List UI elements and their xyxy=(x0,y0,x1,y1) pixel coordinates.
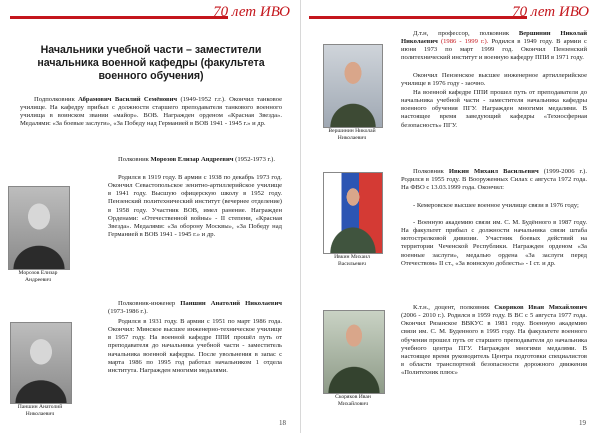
page-number-right: 19 xyxy=(579,419,586,427)
abramovich-paragraph: Подполковник Абрамович Василий Семёнович (1949-1952 г.г.). Окончил танковое училище. На кафедру прибыл с должности старшего преподавателя танкового военного училища в воинском звании «майор». ВОВ. Награжден орденом «Красная Звезда». Медалями: «За боевые заслуги», «За Победу над Германией в ВОВ 1941 - 1945 г.» и др. xyxy=(20,96,283,128)
morozov-photo xyxy=(8,186,70,270)
panshin-caption: Паншин Анатолий Николаевич xyxy=(17,404,63,417)
panshin-heading: Полковник-инженер Паншин Анатолий Николаевич (1973-1986 г.). xyxy=(108,300,282,316)
vershinin-paragraph-2: Окончил Пензенское высшее инженерное артиллерийское училище в 1976 году - заочно. xyxy=(401,72,587,88)
morozov-caption: Морозов Елизар Андреевич xyxy=(18,270,58,283)
morozov-name: Морозов Елизар Андреевич xyxy=(150,156,234,163)
ivkin-paragraph: Полковник Ивкин Михаил Васильевич (1999-2006 г.). Родился в 1955 году. В Вооруженных Силах с августа 1972 года. На ФВО с 13.03.1999 года. Окончил: xyxy=(401,168,587,192)
right-page-header xyxy=(309,4,589,26)
panshin-body: Родился в 1931 году. В армии с 1951 по март 1986 года. Окончил: Минское высшее инженерно-техническое училище в 1957 году. На военной кафедре ППИ прошёл путь от преподавателя до начальника учебной части - заместитель начальника военной кафедры. После увольнения в запас с марта 1986 по 1995 год работал начальником 1 отдела института. Награжден многими медалями. xyxy=(108,318,282,374)
vershinin-photo xyxy=(323,44,383,128)
vershinin-paragraph-3: На военной кафедре ППИ прошел путь от преподавателя до начальника учебной части - заместителя начальника кафедры военного обучения ПГУ. Награжден многими медалями. В настоящее время заведующий кафедры «Техносферная безопасность» ПГУ. xyxy=(401,89,587,129)
morozov-body: Родился в 1919 году. В армии с 1938 по декабрь 1973 год. Окончил Севастопольское зенитно-артиллерийское училище в 1941 году. Высшую офицерскую школу в 1952 году. Пензенский политехнический институт (вечернее отделение) в 1958 году. Участник ВОВ, имел ранение. Награжден Орденами: «Отечественной войны» - II степени, «Красная Звезда». Медалями: «За оборону Москвы», «За Победу над Германией в ВОВ 1941 - 1945 г.» и др. xyxy=(108,174,282,239)
ivkin-name: Ивкин Михаил Васильевич xyxy=(448,168,539,175)
header-rule xyxy=(309,16,527,19)
ivkin-photo xyxy=(323,172,383,254)
page-number-left: 18 xyxy=(279,419,286,427)
left-page-header xyxy=(10,4,290,26)
right-page xyxy=(300,0,600,433)
header-title: 70 лет ИВО xyxy=(213,4,290,20)
panshin-name: Паншин Анатолий Николаевич xyxy=(180,300,282,307)
vershinin-name: Вершинин Николай Николаевич xyxy=(401,30,587,46)
header-title: 70 лет ИВО xyxy=(512,4,589,20)
abramovich-name: Абрамович Василий Семёнович xyxy=(78,96,178,103)
vershinin-caption: Вершинин Николай Николаевич xyxy=(328,128,376,141)
header-rule xyxy=(10,16,228,19)
section-title: Начальники учебной части – заместители начальника военной кафедры (факультета военного обучения) xyxy=(37,44,265,82)
skoryakov-caption: Скоряков Иван Михайлович xyxy=(335,394,371,407)
ivkin-paragraph-3: - Военную академию связи им. С. М. Будённого в 1987 году. На факультет прибыл с должности начальника связи штаба мотострелковой дивизии. Участник боевых действий на территории Чеченской Республики. Награжден орденом «За военные заслуги», медалью ордена «За заслуги перед Отечеством» II ст., «За воинскую доблесть» - I ст. и др. xyxy=(401,219,587,267)
skoryakov-photo xyxy=(323,310,385,394)
morozov-heading: Полковник Морозов Елизар Андреевич (1952-1973 г.). xyxy=(118,156,275,163)
panshin-photo xyxy=(10,322,72,404)
skoryakov-name: Скоряков Иван Михайлович xyxy=(494,304,588,311)
vershinin-paragraph: Д.т.н, профессор, полковник Вершинин Николай Николаевич (1986 - 1999 г.). Родился в 1949 году. В армии с июня 1973 по март 1999 год. Окончил Пензенский политехнический институт и военную кафедру ППИ в 1971 году. xyxy=(401,30,587,62)
skoryakov-paragraph: К.т.н., доцент, полковник Скоряков Иван Михайлович (2006 - 2010 г.). Родился в 1959 году. В ВС с 5 августа 1977 года. Окончил Рязанское ВВКУС в 1981 году. Военную академию связи им. С. М. Буденного в 1995 году. На факультете военного обучения прошел путь от старшего преподавателя до начальника учебного центра ПГУ. Награжден многими медалями. В настоящее время руководитель Центра подготовки специалистов в области транспортной безопасности дорожного движения «Политехник плюс» xyxy=(401,304,588,377)
ivkin-caption: Ивкин Михаил Васильевич xyxy=(334,254,370,267)
ivkin-paragraph-2: - Кемеровское высшее военное училище связи в 1976 году; xyxy=(413,202,579,209)
